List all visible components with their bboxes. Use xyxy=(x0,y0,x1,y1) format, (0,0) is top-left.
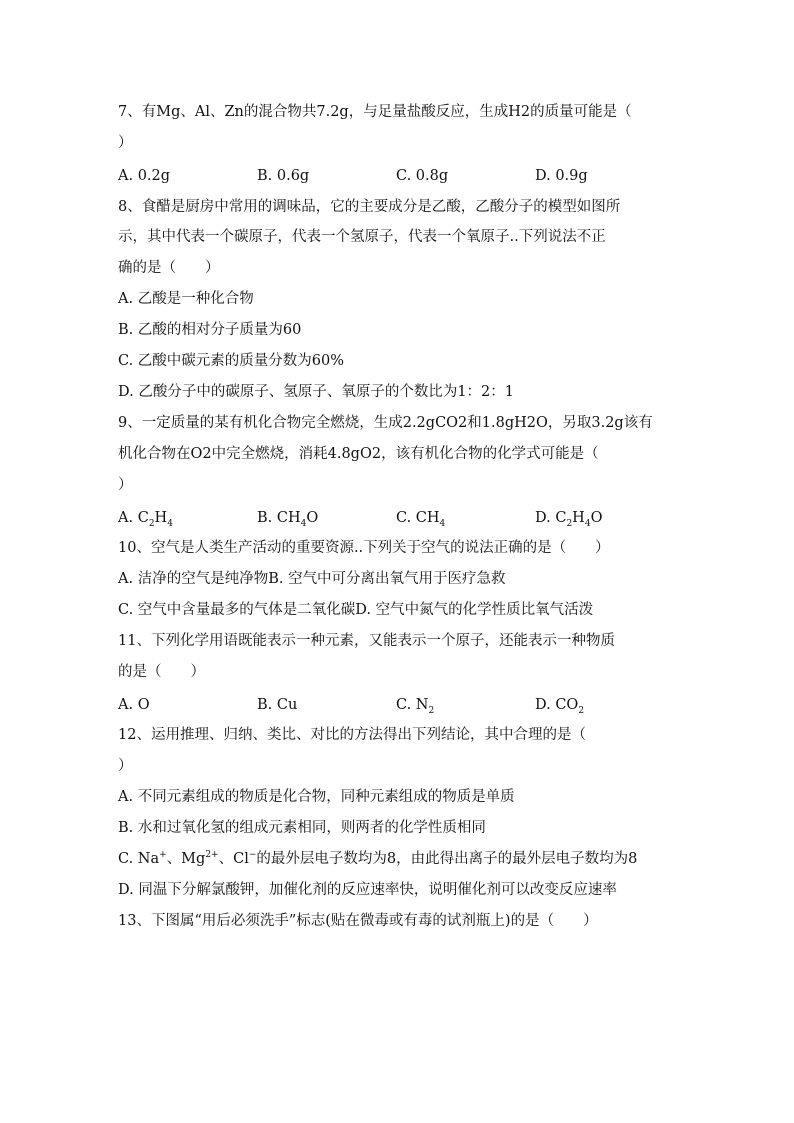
q12-option-c: C. Na+、$Mg^{2+}$、Cl−的最外层电子数均为8，由此得出离子的最外层电子数均为8 xyxy=(118,850,638,867)
q9-stem-line2: 机化合物在O2中完全燃烧，消耗4.8gO2，该有机化合物的化学式可能是（ xyxy=(118,446,599,462)
q9-option-b: B. $CH_4O$ xyxy=(257,510,319,529)
q7-stem-end: ） xyxy=(118,135,133,151)
q11-stem-line1: 11、下列化学用语既能表示一种元素，又能表示一个原子，还能表示一种物质 xyxy=(118,633,615,649)
q10-stem: 10、空气是人类生产活动的重要资源..下列关于空气的说法正确的是（ ） xyxy=(118,540,610,556)
q8-stem-line3: 确的是（ ） xyxy=(118,260,220,276)
q12-option-a: A. 不同元素组成的物质是化合物，同种元素组成的物质是单质 xyxy=(118,789,515,805)
q9-options xyxy=(118,508,678,528)
q7-option-a: A. 0.2g xyxy=(118,168,171,184)
q8-option-b: B. 乙酸的相对分子质量为60 xyxy=(118,322,302,338)
q9-option-c: C. $CH_4$ xyxy=(396,510,446,529)
q9-option-d: D. $C_2H_4O$ xyxy=(535,510,603,529)
q11-options xyxy=(118,695,678,715)
q7-option-b: B. 0.6g xyxy=(257,168,310,184)
q7-option-d: D. 0.9g xyxy=(535,168,588,184)
q8-option-c: C. 乙酸中碳元素的质量分数为60% xyxy=(118,353,345,369)
q13-stem: 13、下图属“用后必须洗手”标志(贴在微毒或有毒的试剂瓶上)的是（ ） xyxy=(118,913,598,929)
q9-stem-end: ） xyxy=(118,477,133,493)
q11-stem-line2: 的是（ ） xyxy=(118,664,205,680)
q8-stem-line2: 示，其中代表一个碳原子，代表一个氢原子，代表一个氧原子..下列说法不正 xyxy=(118,229,606,245)
q7-options xyxy=(118,166,678,186)
q8-option-a: A. 乙酸是一种化合物 xyxy=(118,291,254,307)
q9-option-a: A. $C_2H_4$ xyxy=(118,510,173,529)
q7-stem: 7、有Mg、Al、Zn的混合物共7.2g，与足量盐酸反应，生成H2的质量可能是（ xyxy=(118,104,632,120)
q12-option-b: B. 水和过氧化氢的组成元素相同，则两者的化学性质相同 xyxy=(118,820,486,836)
q11-option-d: D. $CO_2$ xyxy=(535,697,585,716)
q12-option-d: D. 同温下分解氯酸钾，加催化剂的反应速率快，说明催化剂可以改变反应速率 xyxy=(118,882,617,898)
q8-option-d: D. 乙酸分子中的碳原子、氢原子、氧原子的个数比为1：2：1 xyxy=(118,384,515,400)
q11-option-c: C. $N_2$ xyxy=(396,697,435,716)
q11-option-a: A. O xyxy=(118,697,150,713)
q12-stem: 12、运用推理、归纳、类比、对比的方法得出下列结论，其中合理的是（ xyxy=(118,727,586,743)
q11-option-b: B. Cu xyxy=(257,697,298,713)
q7-option-c: C. 0.8g xyxy=(396,168,449,184)
q9-stem-line1: 9、一定质量的某有机化合物完全燃烧，生成2.2gCO2和1.8gH2O，另取3.2g该有 xyxy=(118,415,653,431)
q10-options-cd: C. 空气中含量最多的气体是二氧化碳D. 空气中氮气的化学性质比氧气活泼 xyxy=(118,602,594,618)
q10-options-ab: A. 洁净的空气是纯净物B. 空气中可分离出氧气用于医疗急救 xyxy=(118,571,506,587)
q12-stem-end: ） xyxy=(118,758,133,774)
q8-stem-line1: 8、食醋是厨房中常用的调味品，它的主要成分是乙酸，乙酸分子的模型如图所 xyxy=(118,199,621,215)
